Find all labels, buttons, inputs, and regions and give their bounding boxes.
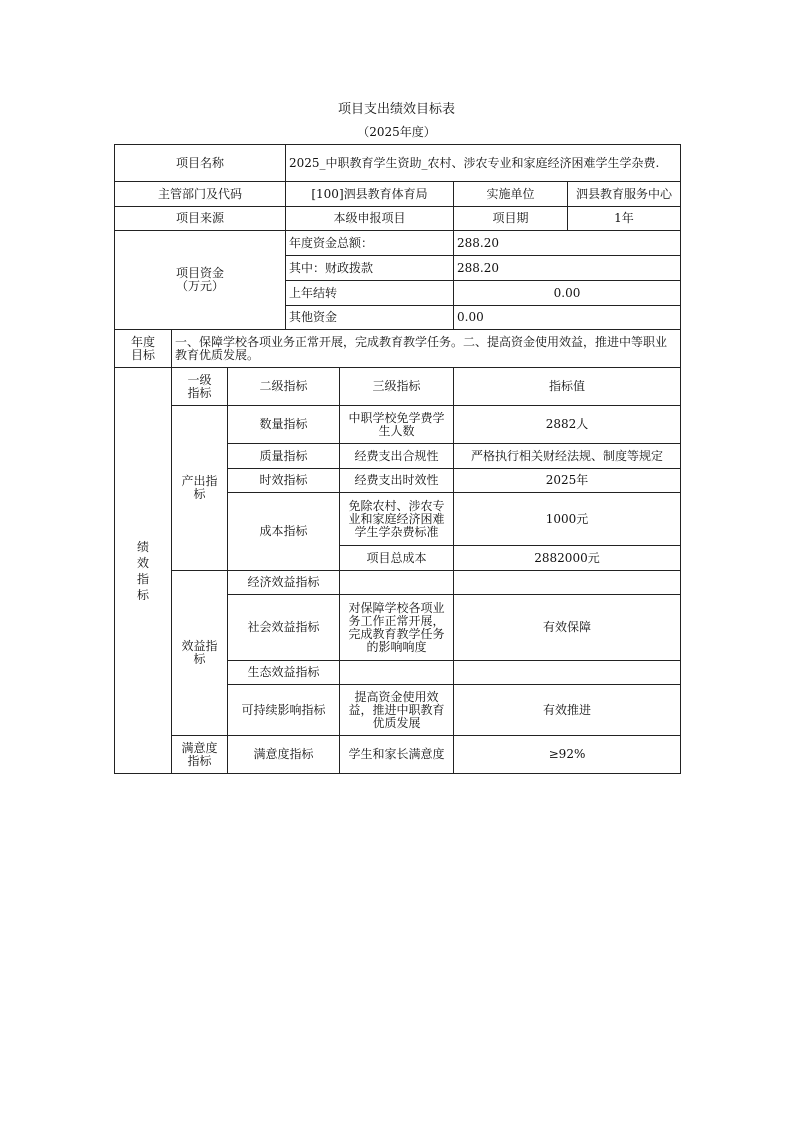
satisfaction-value: ≥92% [454,736,681,774]
sustainable-l3: 提高资金使用效益，推进中职教育优质发展 [340,685,454,736]
quantity-value: 2882人 [454,406,681,444]
quality-l2: 质量指标 [228,444,340,469]
header-value: 指标值 [454,368,681,406]
timeliness-value: 2025年 [454,469,681,493]
header-level1-line1: 一级 [187,372,212,387]
perf-label-char: 指 [136,571,149,586]
satisfaction-l3: 学生和家长满意度 [340,736,454,774]
ecological-l3 [340,661,454,685]
output-label-line1: 产出指 [181,474,218,488]
satisfaction-label-line1: 满意度 [181,740,218,755]
funds-label-line1: 项目资金 [175,266,224,280]
cost-total-value: 2882000元 [454,546,681,571]
perf-label-char: 绩 [136,539,149,554]
sustainable-l2: 可持续影响指标 [228,685,340,736]
output-indicators-label [172,406,228,571]
economic-l2: 经济效益指标 [228,571,340,595]
funds-carry-label: 上年结转 [286,281,454,306]
header-level1-line2: 指标 [187,385,212,400]
satisfaction-label-line2: 指标 [187,753,212,768]
goal-label [114,330,172,368]
project-name-value: 2025_中职教育学生资助_农村、涉农专业和家庭经济困难学生学杂费. [286,144,681,182]
quality-l3: 经费支出合规性 [340,444,454,469]
funds-fiscal-label: 其中：财政拨款 [286,256,454,281]
funds-other-value: 0.00 [454,306,681,330]
satisfaction-indicators-label [172,736,228,774]
goal-text: 一、保障学校各项业务正常开展，完成教育教学任务。二、提高资金使用效益，推进中等职业教育优质发展。 [172,330,681,368]
impl-unit-label: 实施单位 [454,182,568,207]
social-l2: 社会效益指标 [228,595,340,661]
period-label: 项目期 [454,207,568,231]
page-subtitle: （2025年度） [357,125,436,139]
perf-label-char: 标 [136,587,149,602]
header-level3: 三级指标 [340,368,454,406]
goal-label-line2: 目标 [130,347,155,362]
funds-fiscal-value: 288.20 [454,256,681,281]
period-value: 1年 [568,207,681,231]
benefit-indicators-label [172,571,228,736]
economic-value [454,571,681,595]
cost-total-l3: 项目总成本 [340,546,454,571]
economic-l3 [340,571,454,595]
cost-standard-l3: 免除农村、涉农专业和家庭经济困难学生学杂费标准 [340,493,454,546]
benefit-label-line1: 效益指 [181,639,218,653]
quantity-l2: 数量指标 [228,406,340,444]
benefit-label-line2: 标 [193,652,206,666]
satisfaction-l2: 满意度指标 [228,736,340,774]
funds-total-label: 年度资金总额： [286,231,454,256]
source-value: 本级申报项目 [286,207,454,231]
cost-l2: 成本指标 [228,493,340,571]
timeliness-l3: 经费支出时效性 [340,469,454,493]
impl-unit-value: 泗县教育服务中心 [568,182,681,207]
funds-total-value: 288.20 [454,231,681,256]
sustainable-value: 有效推进 [454,685,681,736]
page-title: 项目支出绩效目标表 [337,102,455,117]
cost-standard-value: 1000元 [454,493,681,546]
perf-label [114,368,172,774]
project-name-label: 项目名称 [114,144,286,182]
source-label: 项目来源 [114,207,286,231]
timeliness-l2: 时效指标 [228,469,340,493]
ecological-value [454,661,681,685]
funds-label [114,231,286,330]
perf-label-char: 效 [136,555,149,570]
header-level1 [172,368,228,406]
funds-carry-value: 0.00 [454,281,681,306]
dept-value: [100]泗县教育体育局 [286,182,454,207]
quantity-l3: 中职学校免学费学生人数 [340,406,454,444]
quality-value: 严格执行相关财经法规、制度等规定 [454,444,681,469]
performance-table [114,144,681,774]
goal-label-line1: 年度 [130,334,155,349]
funds-label-line2: （万元） [175,279,224,293]
social-value: 有效保障 [454,595,681,661]
header-level2: 二级指标 [228,368,340,406]
dept-label: 主管部门及代码 [114,182,286,207]
output-label-line2: 标 [193,487,206,501]
funds-other-label: 其他资金 [286,306,454,330]
ecological-l2: 生态效益指标 [228,661,340,685]
social-l3: 对保障学校各项业务工作正常开展，完成教育教学任务的影响响度 [340,595,454,661]
